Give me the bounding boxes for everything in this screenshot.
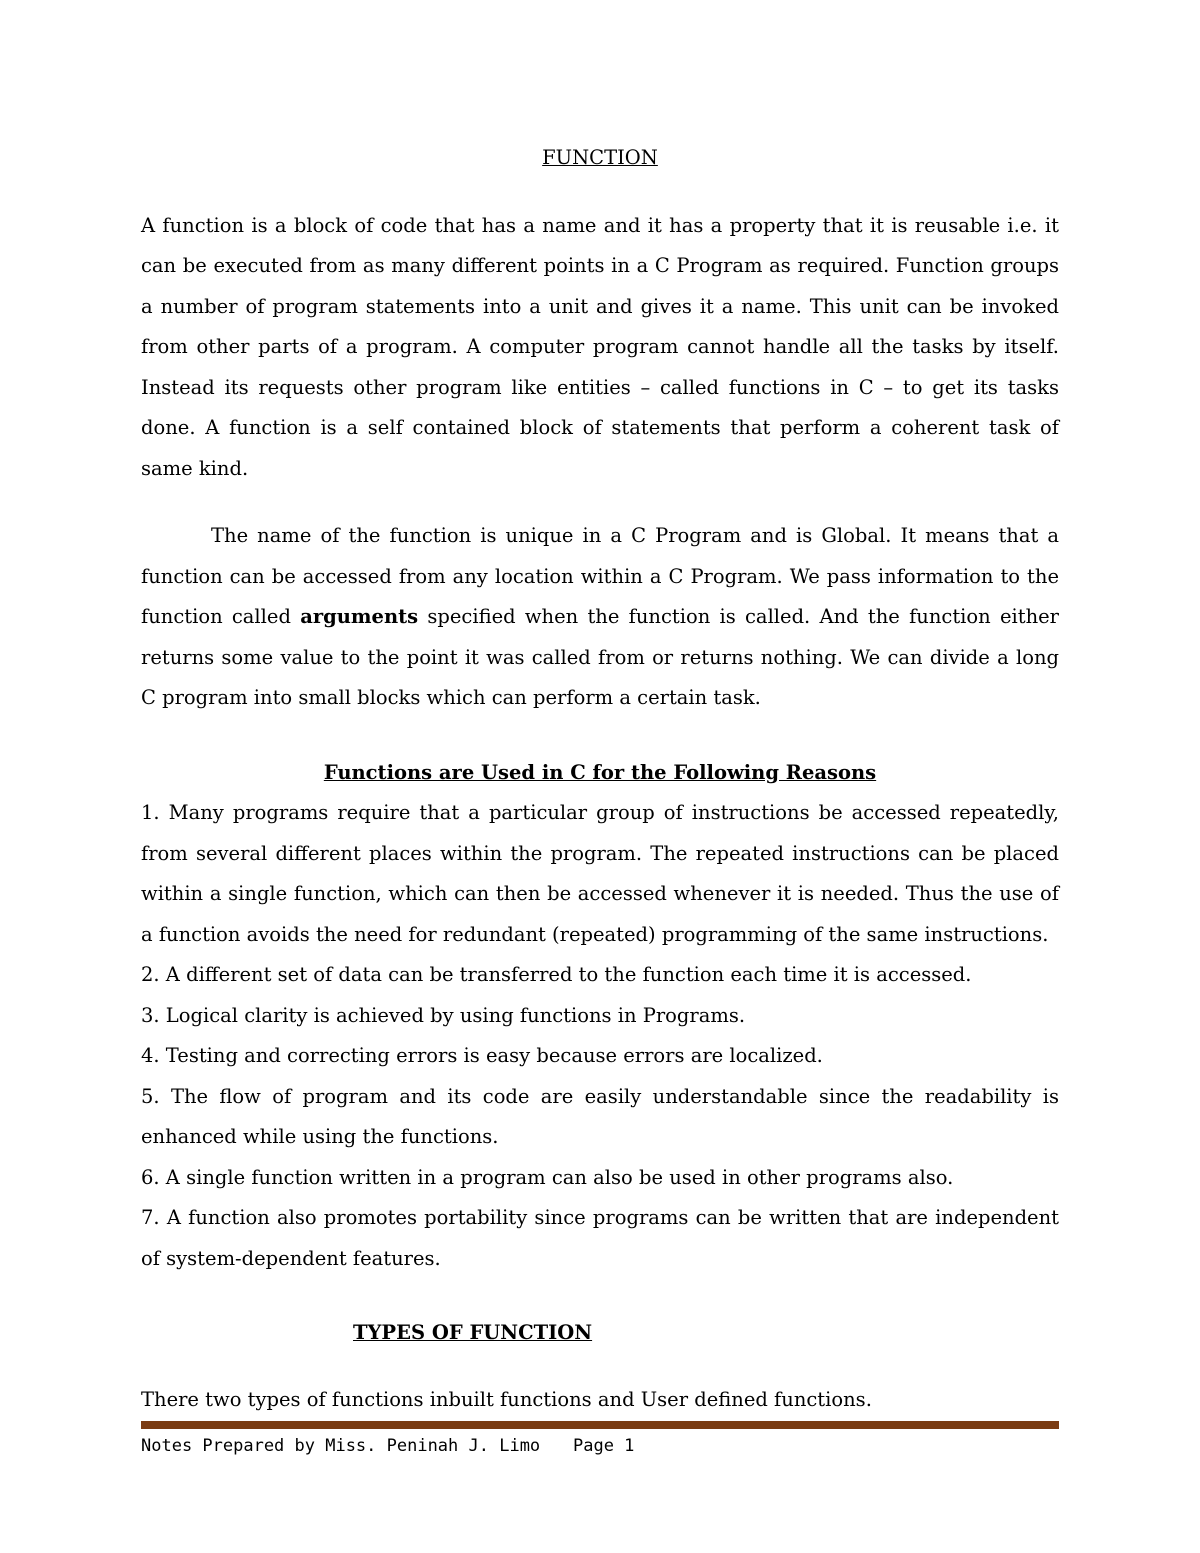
arguments-term: arguments [300, 605, 419, 628]
footer-author: Notes Prepared by Miss. Peninah J. Limo [141, 1436, 541, 1456]
list-item: 2. A different set of data can be transferred to the function each time it is accessed. [141, 963, 972, 986]
types-paragraph: There two types of functions inbuilt functions and User defined functions. [141, 1387, 872, 1411]
footer-divider [141, 1421, 1059, 1429]
reasons-heading: Functions are Used in C for the Following Reasons [323, 760, 877, 784]
document-title: FUNCTION [542, 146, 658, 169]
intro-paragraph: A function is a block of code that has a name and it has a property that it is reusable i.e. it can be executed from as many different points in a C Program as required. Function groups a number of program statements into a unit and gives it a name. This unit can be invoked from other parts of a program. A computer program cannot handle all the tasks by itself. Instead its requests other program like entities – called functions in C – to get its tasks done. A function is a self contained block of statements that perform a coherent task of same kind. [141, 213, 1059, 480]
global-paragraph-text-before: The name of the function is unique in a C Program and is Global. It means that a function can be accessed from any location within a C Program. We pass information to the function called [141, 524, 1059, 628]
global-paragraph-text-after: specified when the function is called. And the function either returns some value to the point it was called from or returns nothing. We can divide a long C program into small blocks which can perform a certain task. [141, 605, 1059, 709]
reasons-list [141, 793, 1059, 1279]
page-content [141, 138, 1059, 1420]
list-item: 4. Testing and correcting errors is easy because errors are localized. [141, 1044, 823, 1067]
types-heading: TYPES OF FUNCTION [353, 1321, 593, 1344]
list-item: 3. Logical clarity is achieved by using functions in Programs. [141, 1003, 746, 1027]
list-item: 7. A function also promotes portability since programs can be written that are independent of system-dependent features. [141, 1206, 1059, 1270]
global-paragraph [141, 516, 1059, 719]
footer-page-number: Page 1 [573, 1436, 635, 1456]
list-item: 1. Many programs require that a particular group of instructions be accessed repeatedly, from several different places within the program. The repeated instructions can be placed within a single function, which can then be accessed whenever it is needed. Thus the use of a function avoids the need for redundant (repeated) programming of the same instructions. [141, 801, 1059, 946]
list-item: 6. A single function written in a program can also be used in other programs also. [141, 1165, 954, 1189]
list-item: 5. The flow of program and its code are easily understandable since the readability is enhanced while using the functions. [141, 1084, 1059, 1148]
